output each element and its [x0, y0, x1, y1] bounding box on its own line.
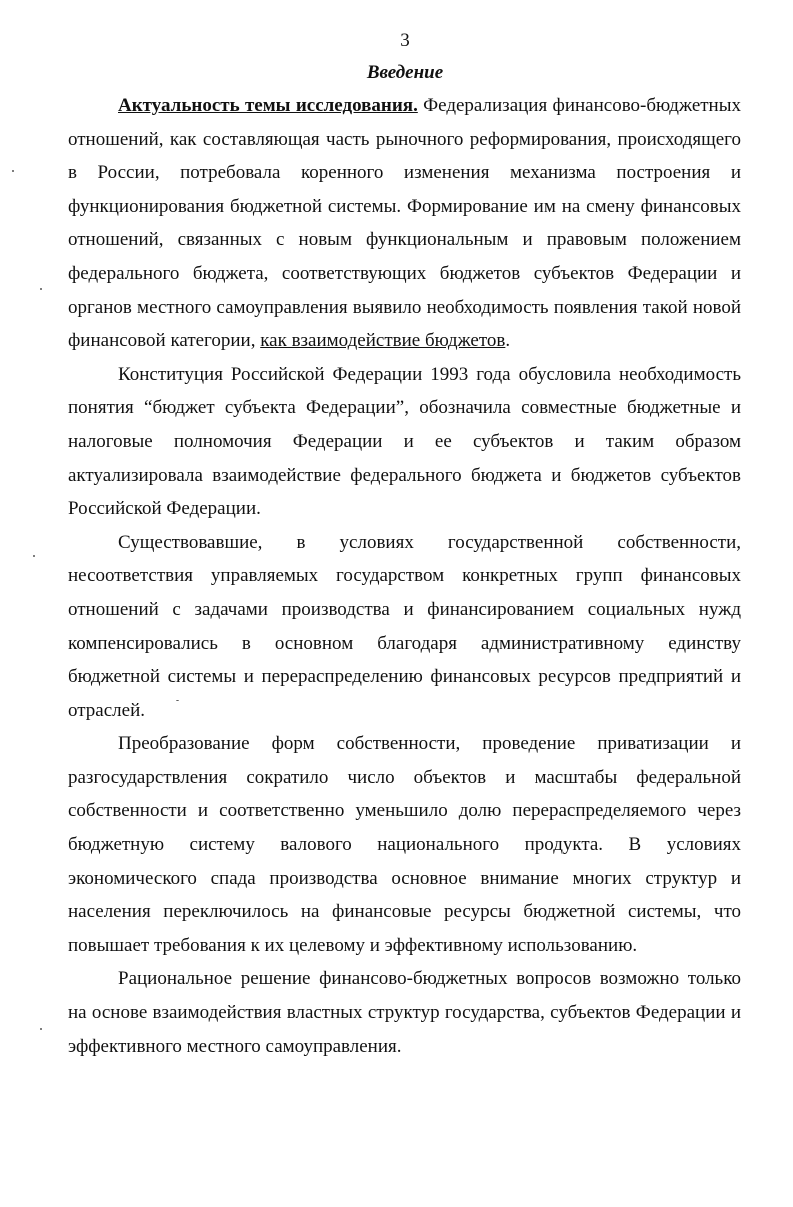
scan-speck: [176, 700, 179, 701]
underlined-phrase: как взаимодействие бюджетов: [260, 330, 506, 352]
paragraph-end: .: [505, 330, 511, 352]
paragraph-state-property: Существовавшие, в условиях государственной собственности, несоответствия управляемых государством конкретных групп финансовых отношений с задачами производства и финансированием социальных нужд компенсировались в основном благодаря административному единству бюджетной системы и перераспределению финансовых ресурсов предприятий и отраслей.: [68, 531, 741, 721]
page-number: 3: [400, 30, 410, 51]
paragraph-text: Федерализация финансово-бюджетных отношений, как составляющая часть рыночного реформирования, происходящего в России, потребовала коренного изменения механизма построения и функционирования бюджетной системы. Формирование им на смену финансовых отношений, связанных с новым функциональным и правовым положением федерального бюджета, соответствующих бюджетов субъектов Федерации и органов местного самоуправления выявило необходимость появления такой новой финансовой категории,: [68, 95, 741, 352]
paragraph-transformation: Преобразование форм собственности, проведение приватизации и разгосударствления сократило число объектов и масштабы федеральной собственности и соответственно уменьшило долю перераспределяемого через бюджетную систему валового национального продукта. В условиях экономического спада производства основное внимание многих структур и населения переключилось на финансовые ресурсы бюджетной системы, что повышает требования к их целевому и эффективному использованию.: [68, 733, 741, 956]
relevance-heading: Актуальность темы исследования.: [118, 95, 418, 116]
body-text: [68, 89, 741, 1063]
section-title: Введение: [366, 62, 444, 83]
scan-speck: [40, 288, 42, 290]
paragraph-relevance: [68, 89, 741, 358]
paragraph-constitution: Конституция Российской Федерации 1993 года обусловила необходимость понятия “бюджет субъекта Федерации”, обозначила совместные бюджетные и налоговые полномочия Федерации и ее субъектов и таким образом актуализировала взаимодействие федерального бюджета и бюджетов субъектов Российской Федерации.: [68, 363, 741, 520]
paragraph-rational-solution: Рациональное решение финансово-бюджетных вопросов возможно только на основе взаимодействия властных структур государства, субъектов Федерации и эффективного местного самоуправления.: [68, 968, 741, 1057]
scan-speck: [33, 555, 35, 557]
scan-speck: [40, 1028, 42, 1030]
scan-speck: [12, 170, 14, 172]
